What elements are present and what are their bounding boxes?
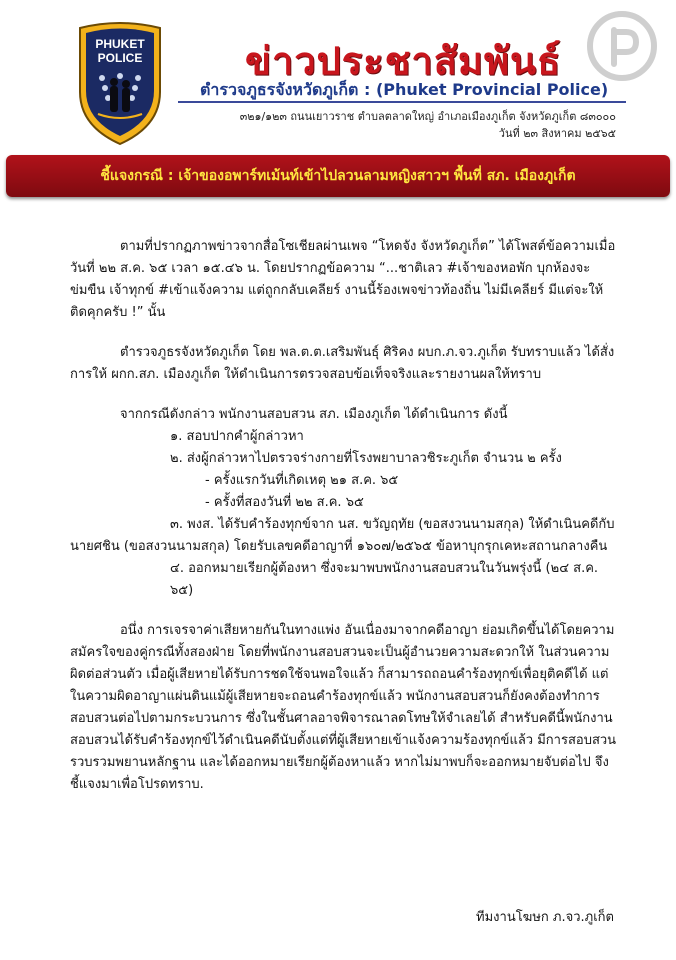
paragraph-3: จากกรณีดังกล่าว พนักงานสอบสวน สภ. เมืองภูเก็ต ได้ดำเนินการ ดังนี้ bbox=[120, 407, 508, 422]
headline-text: ชี้แจงกรณี : เจ้าของอพาร์ทเม้นท์เข้าไปลวนลามหญิงสาวฯ พื้นที่ สภ. เมืองภูเก็ต bbox=[100, 168, 576, 184]
badge-text-bottom: POLICE bbox=[97, 51, 143, 65]
headline-banner bbox=[6, 155, 670, 197]
circle-p-logo-icon bbox=[586, 10, 658, 82]
header-divider bbox=[178, 101, 626, 103]
paragraph-4: อนึ่ง การเจรจาค่าเสียหายกันในทางแพ่ง อันเนื่องมาจากคดีอาญา ย่อมเกิดขึ้นได้โดยความสมัครใจของคู่กรณีทั้งสองฝ่าย โดยที่พนักงานสอบสวนจะเป็นผู้อำนวยความสะดวกให้ ในส่วนความผิดต่อส่วนตัว เมื่อผู้เสียหายได้รับการชดใช้จนพอใจแล้ว ก็สามารถถอนคำร้องทุกข์เพื่อยุติคดีได้ แต่ในความผิดอาญาแผ่นดินแม้ผู้เสียหายจะถอนคำร้องทุกข์แล้ว พนักงานสอบสวนก็ยังคงต้องทำการสอบสวนต่อไปตามกระบวนการ ซึ่งในชั้นศาลอาจพิจารณาลดโทษให้จำเลยได้ สำหรับคดีนี้พนักงานสอบสวนได้รับคำร้องทุกข์ไว้ดำเนินคดีนับตั้งแต่ที่ผู้เสียหายเข้าแจ้งความร้องทุกข์แล้ว มีการสอบสวนรวบรวมพยานหลักฐาน และได้ออกหมายเรียกผู้ต้องหาแล้ว หากไม่มาพบก็จะออกหมายจับต่อไป จึงชี้แจงมาเพื่อโปรดทราบ. bbox=[70, 623, 617, 792]
list-item-2: ๒. ส่งผู้กล่าวหาไปตรวจร่างกายที่โรงพยาบาลวชิระภูเก็ต จำนวน ๒ ครั้ง bbox=[170, 451, 562, 466]
organization-subtitle: ตำรวจภูธรจังหวัดภูเก็ต : (Phuket Provincial Police) bbox=[200, 80, 609, 99]
press-release-title: ข่าวประชาสัมพันธ์ bbox=[245, 38, 562, 83]
list-item-2a: - ครั้งแรกวันที่เกิดเหตุ ๒๑ ส.ค. ๖๕ bbox=[205, 473, 399, 488]
list-item-2b: - ครั้งที่สองวันที่ ๒๒ ส.ค. ๖๕ bbox=[205, 495, 364, 510]
list-item-1: ๑. สอบปากคำผู้กล่าวหา bbox=[170, 429, 304, 444]
list-item-4: ๔. ออกหมายเรียกผู้ต้องหา ซึ่งจะมาพบพนักงานสอบสวนในวันพรุ่งนี้ (๒๔ ส.ค. ๖๕) bbox=[170, 561, 599, 598]
address-line: ๓๒๑/๑๒๓ ถนนเยาวราช ตำบลตลาดใหญ่ อำเภอเมืองภูเก็ต จังหวัดภูเก็ต ๘๓๐๐๐ bbox=[239, 110, 616, 123]
badge-text-top: PHUKET bbox=[95, 37, 145, 51]
paragraph-1: ตามที่ปรากฏภาพข่าวจากสื่อโซเชียลผ่านเพจ “โหดจัง จังหวัดภูเก็ต” ได้โพสต์ข้อความเมื่อ วันที่ ๒๒ ส.ค. ๖๕ เวลา ๑๕.๔๖ น. โดยปรากฏข้อความ “...ชาติเลว #เจ้าของหอพัก บุกห้องจะข่มขืน เจ้าทุกข์ #เข้าแจ้งความ แต่ถูกกลับเคลียร์ งานนี้ร้องเพจข่าวท้องถิ่น ไม่มีเคลียร์ มีแต่จะให้ติดคุกครับ !” นั้น bbox=[70, 239, 616, 320]
paragraph-2: ตำรวจภูธรจังหวัดภูเก็ต โดย พล.ต.ต.เสริมพันธุ์ ศิริคง ผบก.ภ.จว.ภูเก็ต รับทราบแล้ว ได้สั่งการให้ ผกก.สภ. เมืองภูเก็ต ให้ดำเนินการตรวจสอบข้อเท็จจริงและรายงานผลให้ทราบ bbox=[70, 345, 615, 382]
body-text bbox=[70, 236, 620, 796]
signature: ทีมงานโฆษก ภ.จว.ภูเก็ต bbox=[476, 910, 614, 925]
release-date: วันที่ ๒๓ สิงหาคม ๒๕๖๕ bbox=[498, 127, 616, 140]
list-item-3: ๓. พงส. ได้รับคำร้องทุกข์จาก นส. ขวัญฤทัย (ขอสงวนนามสกุล) ให้ดำเนินคดีกับนายศชิน (ขอสงวนนามสกุล) โดยรับเลขคดีอาญาที่ ๑๖๐๗/๒๕๖๕ ข้อหาบุกรุกเคหะสถานกลางคืน bbox=[70, 517, 615, 554]
phuket-police-badge-icon bbox=[72, 22, 168, 148]
